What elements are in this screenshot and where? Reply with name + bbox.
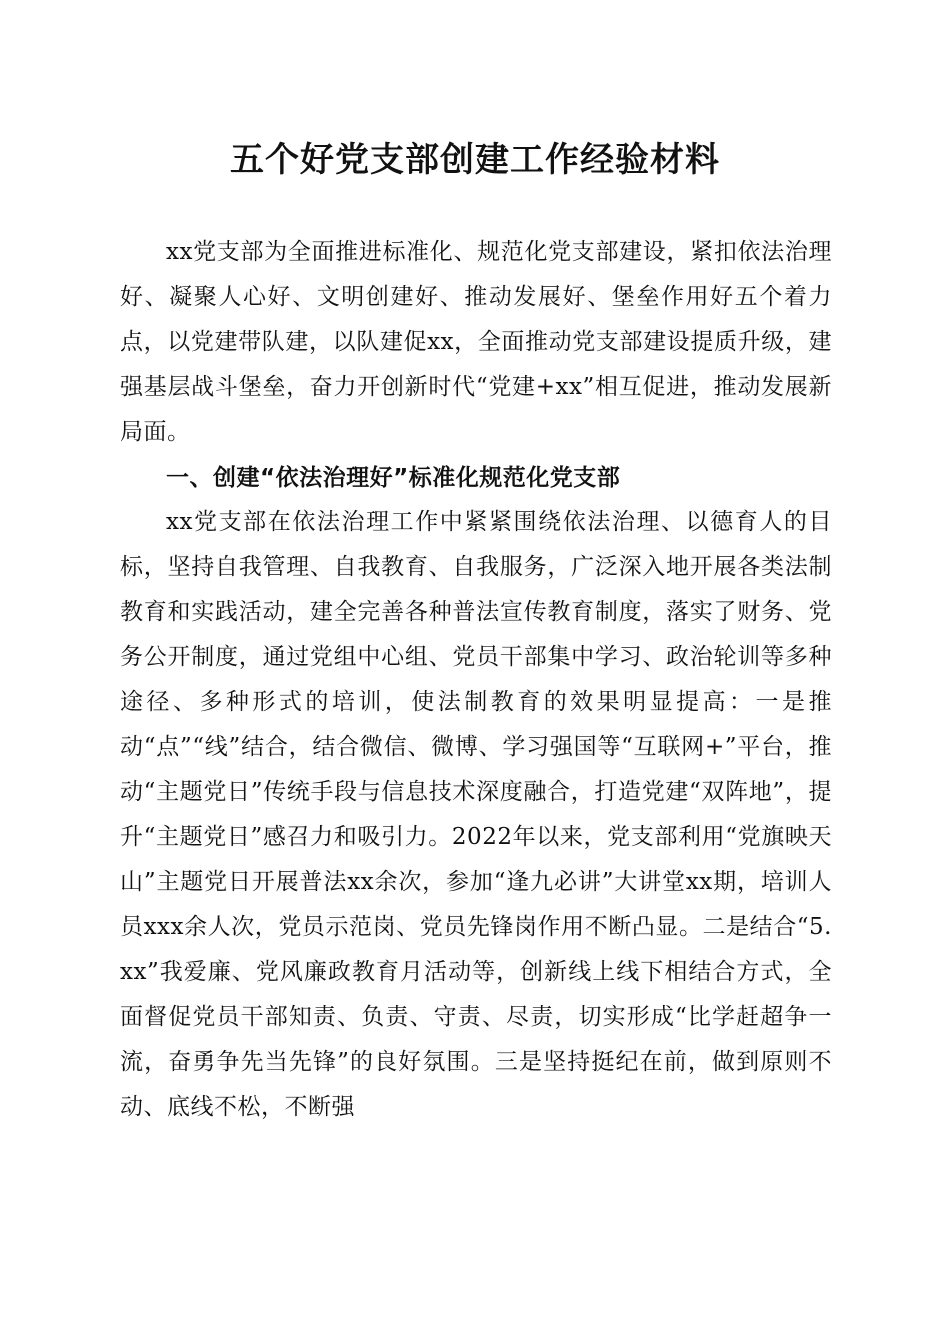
section-heading-1: 一、创建“依法治理好”标准化规范化党支部 [166, 465, 621, 491]
section-1-paragraph: xx党支部在依法治理工作中紧紧围绕依法治理、以德育人的目标，坚持自我管理、自我教育、自我服务，广泛深入地开展各类法制教育和实践活动，建全完善各种普法宣传教育制度，落实了财务、党务公开制度，通过党组中心组、党员干部集中学习、政治轮训等多种途径、多种形式的培训，使法制教育的效果明显提高：一是推动“点”“线”结合，结合微信、微博、学习强国等“互联网+”平台，推动“主题党日”传统手段与信息技术深度融合，打造党建“双阵地”，提升“主题党日”感召力和吸引力。2022年以来，党支部利用“党旗映天山”主题党日开展普法xx余次，参加“逢九必讲”大讲堂xx期，培训人员xxx余人次，党员示范岗、党员先锋岗作用不断凸显。二是结合“5.xx”我爱廉、党风廉政教育月活动等，创新线上线下相结合方式，全面督促党员干部知责、负责、守责、尽责，切实形成“比学赶超争一流，奋勇争先当先锋”的良好氛围。三是坚持挺纪在前，做到原则不动、底线不松，不断强 [120, 509, 832, 1120]
document-title: 五个好党支部创建工作经验材料 [230, 140, 720, 180]
intro-paragraph: xx党支部为全面推进标准化、规范化党支部建设，紧扣依法治理好、凝聚人心好、文明创建好、推动发展好、堡垒作用好五个着力点，以党建带队建，以队建促xx，全面推动党支部建设提质升级，建强基层战斗堡垒，奋力开创新时代“党建+xx”相互促进，推动发展新局面。 [120, 239, 832, 445]
